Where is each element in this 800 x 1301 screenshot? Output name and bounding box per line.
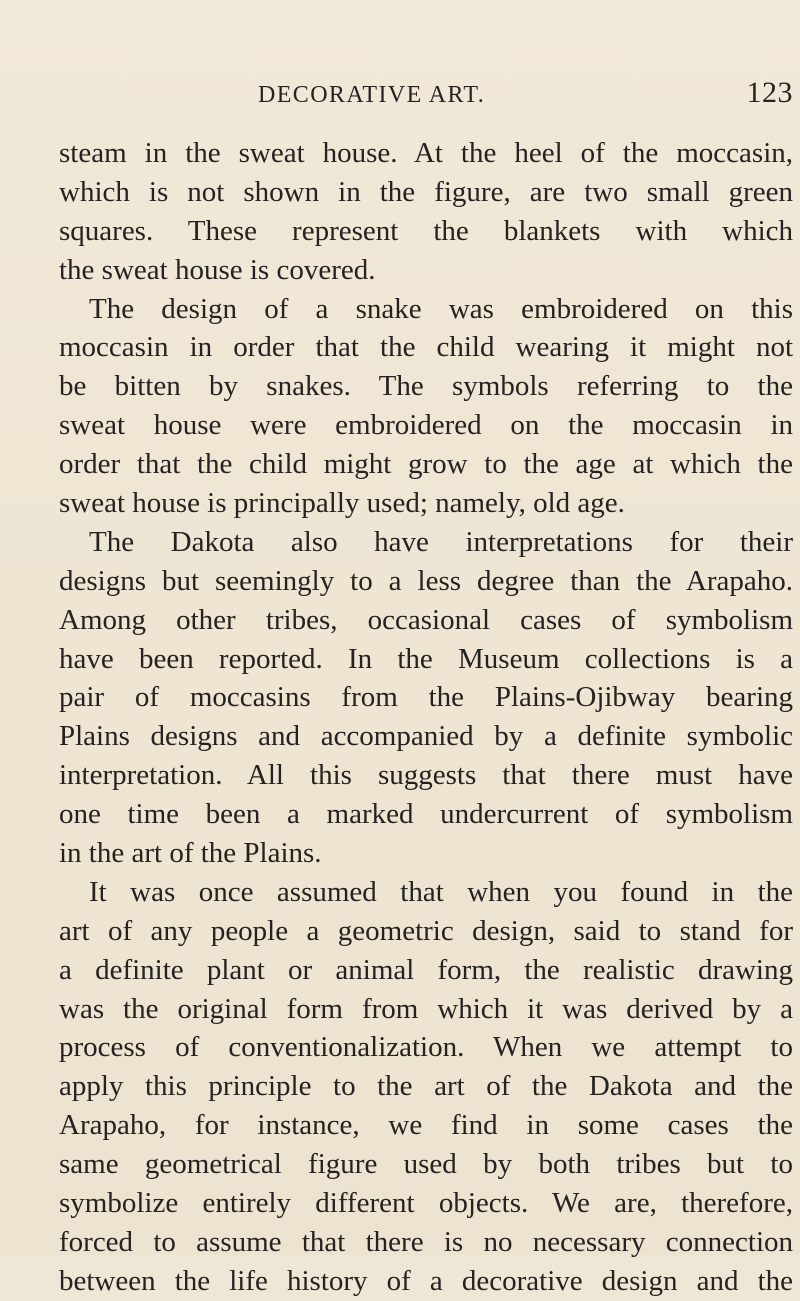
- text-line: which is not shown in the figure, are two small green: [59, 175, 793, 208]
- text-line: sweat house is principally used; namely, old age.: [59, 487, 625, 520]
- paragraph: [59, 290, 793, 523]
- paragraph: [59, 134, 793, 290]
- running-title: DECORATIVE ART.: [258, 82, 486, 108]
- text-line: Arapaho, for instance, we find in some cases the: [59, 1109, 793, 1142]
- paragraph: [59, 873, 793, 1301]
- text-line: designs but seemingly to a less degree than the Arapaho.: [59, 564, 793, 597]
- text-line: The Dakota also have interpretations for their: [89, 525, 793, 558]
- text-line: interpretation. All this suggests that there must have: [59, 759, 793, 792]
- page-number: 123: [746, 76, 793, 109]
- text-line: squares. These represent the blankets with which: [59, 214, 793, 247]
- text-line: process of conventionalization. When we attempt to: [59, 1031, 793, 1064]
- paragraph: [59, 523, 793, 873]
- running-head: [58, 76, 793, 116]
- text-line: Among other tribes, occasional cases of symbolism: [59, 603, 793, 636]
- text-line: moccasin in order that the child wearing it might not: [59, 331, 793, 364]
- text-line: The design of a snake was embroidered on this: [89, 292, 793, 325]
- text-line: same geometrical figure used by both tribes but to: [59, 1148, 793, 1181]
- text-line: be bitten by snakes. The symbols referring to the: [59, 370, 793, 403]
- text-line: It was once assumed that when you found in the: [89, 875, 793, 908]
- text-line: have been reported. In the Museum collections is a: [59, 642, 793, 675]
- text-line: art of any people a geometric design, said to stand for: [59, 914, 793, 947]
- text-line: steam in the sweat house. At the heel of the moccasin,: [59, 137, 793, 169]
- body-text: [59, 134, 793, 1301]
- text-line: in the art of the Plains.: [59, 837, 322, 870]
- text-line: pair of moccasins from the Plains-Ojibway bearing: [59, 681, 793, 714]
- text-line: a definite plant or animal form, the realistic drawing: [59, 953, 793, 986]
- text-line: symbolize entirely different objects. We are, therefore,: [59, 1187, 793, 1220]
- text-line: forced to assume that there is no necessary connection: [59, 1225, 793, 1258]
- text-line: was the original form from which it was derived by a: [59, 992, 793, 1025]
- text-line: apply this principle to the art of the Dakota and the: [59, 1070, 793, 1103]
- text-line: sweat house were embroidered on the moccasin in: [59, 409, 793, 442]
- text-line: Plains designs and accompanied by a definite symbolic: [59, 720, 793, 753]
- text-line: between the life history of a decorative design and the: [59, 1264, 793, 1297]
- text-line: one time been a marked undercurrent of symbolism: [59, 798, 793, 831]
- text-line: order that the child might grow to the age at which the: [59, 448, 793, 481]
- text-line: the sweat house is covered.: [59, 253, 376, 286]
